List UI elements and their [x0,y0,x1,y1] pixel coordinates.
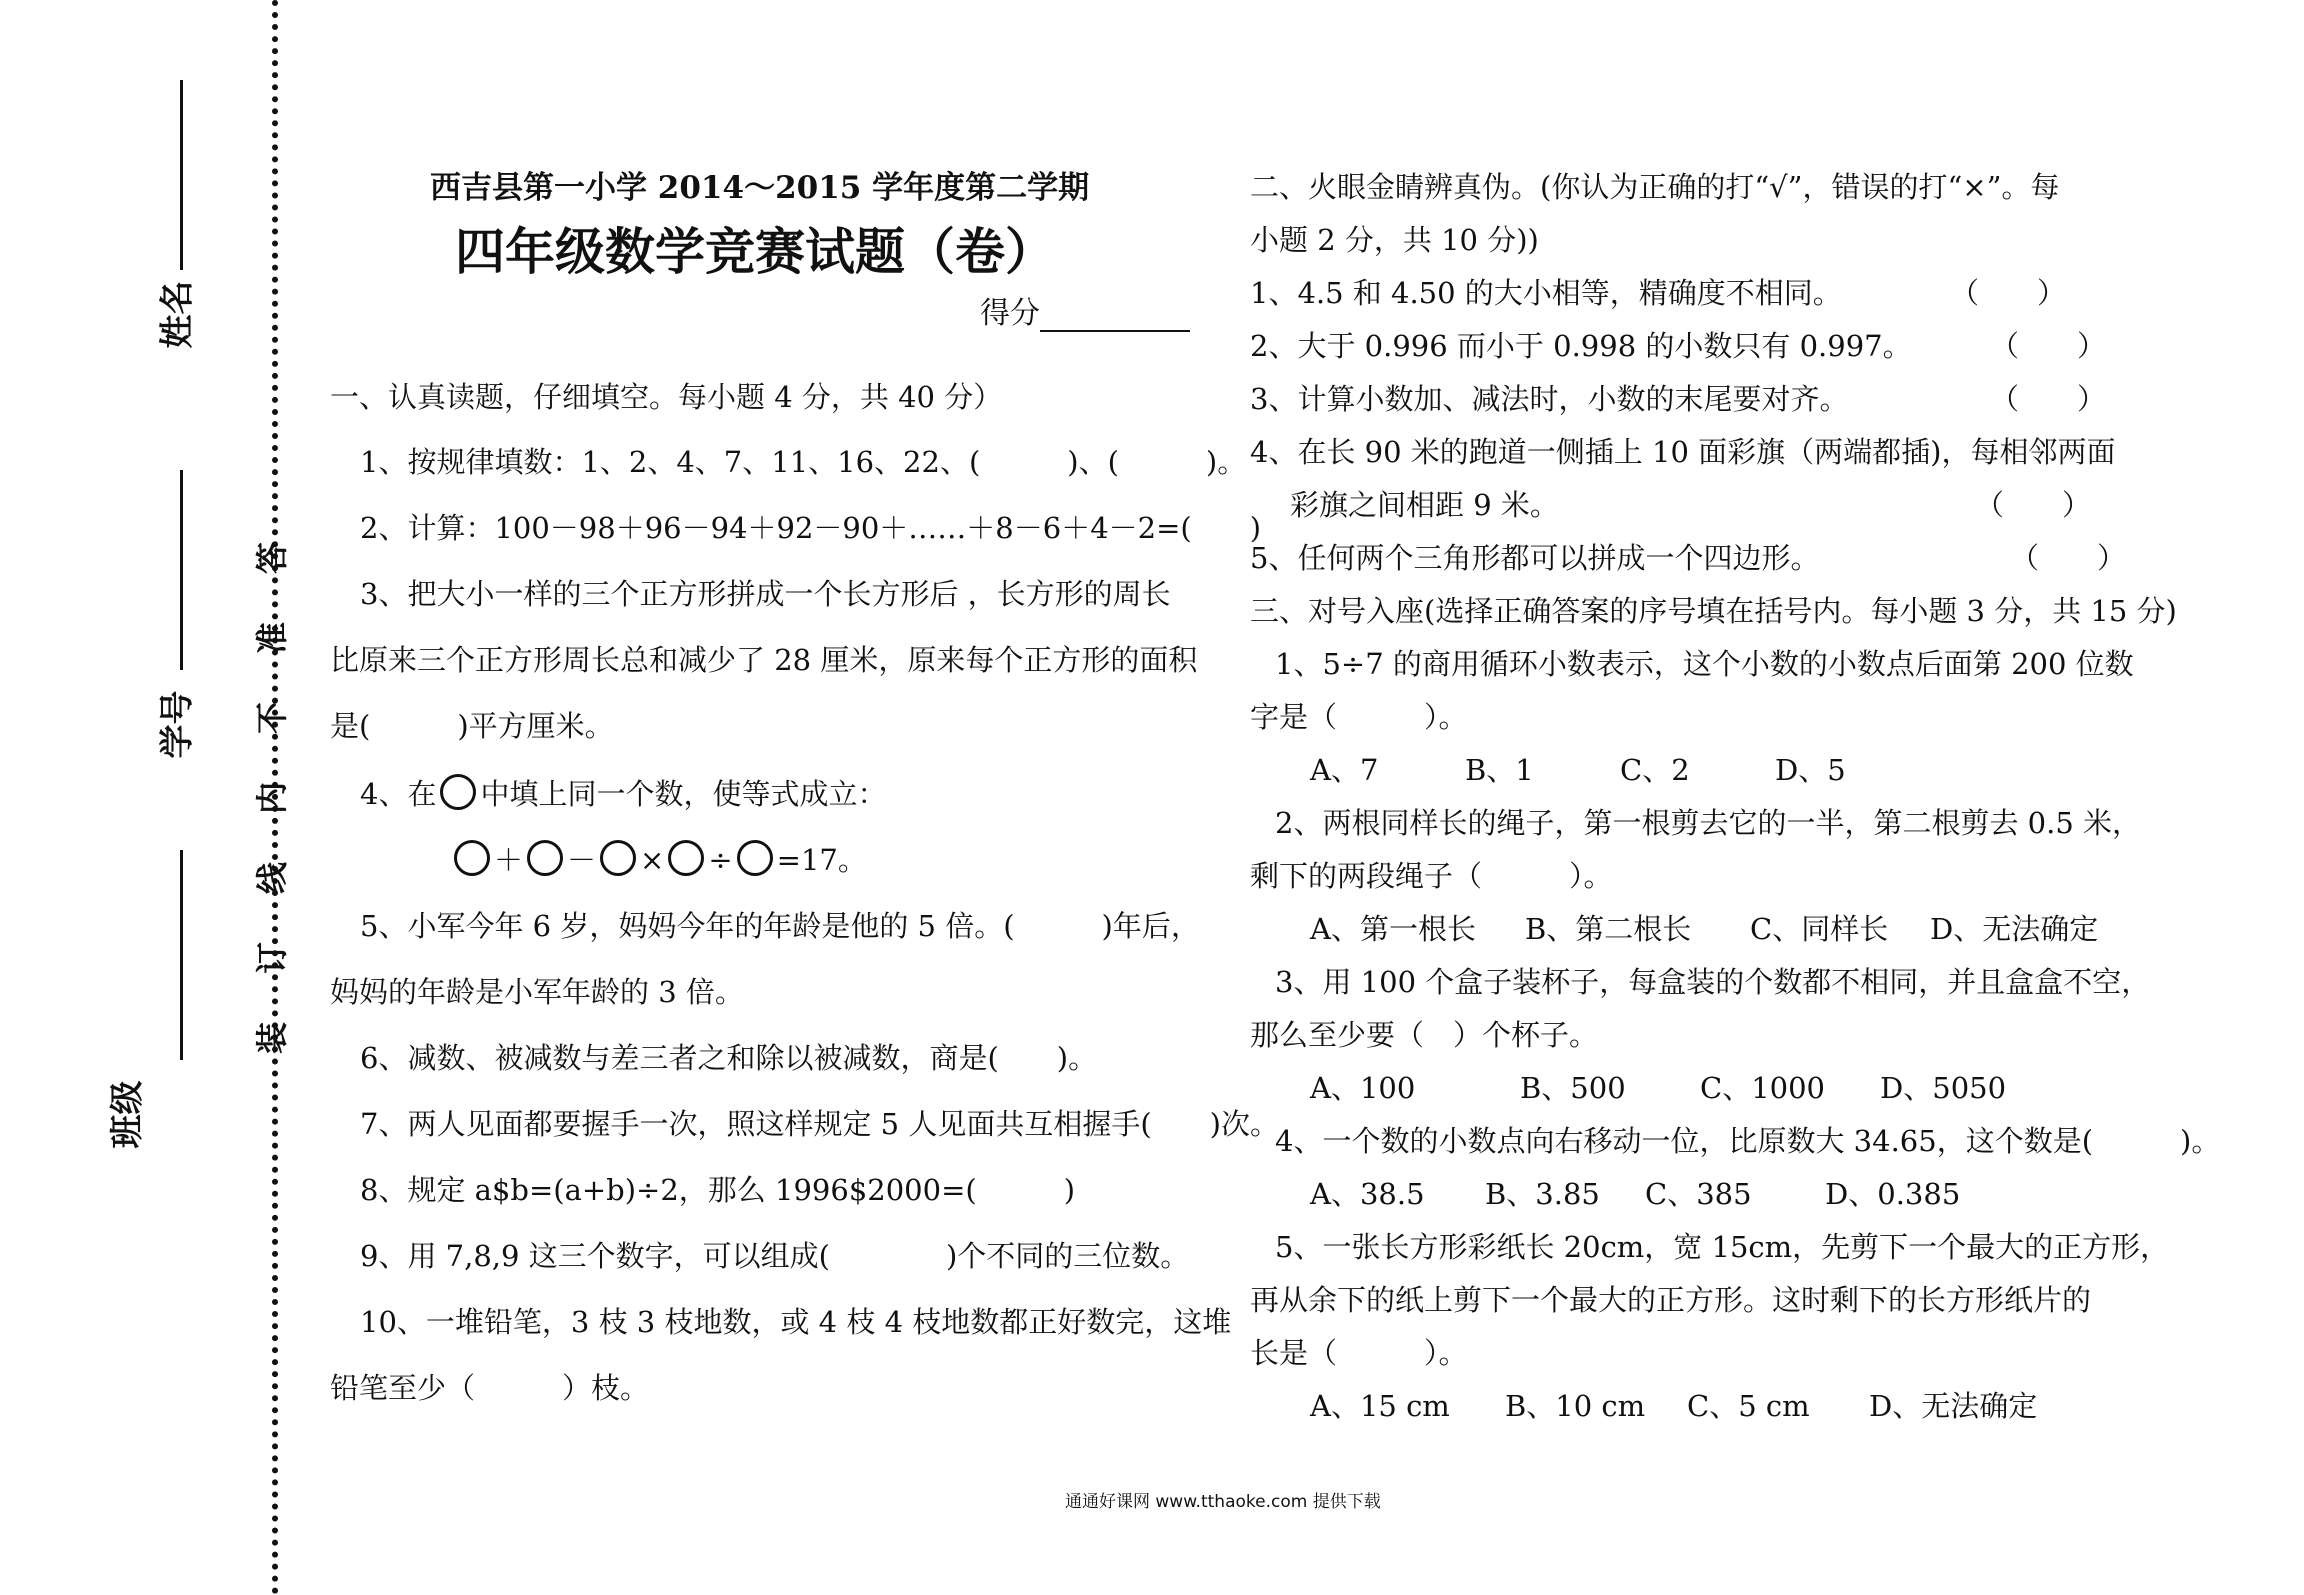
s3-question-5a: 5、一张长方形彩纸长 20cm，宽 15cm，先剪下一个最大的正方形， [1275,1230,2170,1264]
warning-char: 内 [253,782,291,815]
q4-prefix: 4、在 [360,777,437,811]
s3-question-1a: 1、5÷7 的商用循环小数表示，这个小数的小数点后面第 200 位数 [1275,647,2134,681]
s1-question-2: 2、计算：100－98＋96－94＋92－90＋……＋8－6＋4－2=( ) [360,511,1262,545]
name-underline [180,80,183,270]
op-times: × [640,843,665,877]
s3-question-2b: 剩下的两段绳子（ ）。 [1250,859,1613,893]
s3-question-2a: 2、两根同样长的绳子，第一根剪去它的一半，第二根剪去 0.5 米， [1275,806,2142,840]
q4-suffix: 中填上同一个数，使等式成立： [480,777,887,811]
school-term-line: 西吉县第一小学 2014～2015 学年度第二学期 [430,170,1090,206]
score-label: 得分 [980,296,1040,331]
s1-question-4-equation [450,838,867,879]
score-blank[interactable] [1040,300,1190,332]
option-c[interactable]: C、385 [1645,1177,1752,1211]
exam-title: 四年级数学竞赛试题（卷） [455,223,1055,281]
s2-question-3: 3、计算小数加、减法时，小数的末尾要对齐。 [1250,382,1849,416]
s3-options-2 [1310,907,2098,948]
s3-options-4 [1310,1172,1960,1213]
s1-question-3b: 比原来三个正方形周长总和减少了 28 厘米，原来每个正方形的面积 [330,643,1198,677]
option-b[interactable]: B、500 [1520,1071,1626,1105]
option-a[interactable]: A、15 cm [1310,1389,1450,1423]
warning-char: 装 [253,1022,291,1055]
s2-answer-paren-5[interactable]: （ ） [2010,541,2127,575]
warning-char: 订 [253,942,291,975]
s2-answer-paren-2[interactable]: （ ） [1990,329,2107,363]
circle-icon [440,774,476,810]
s3-options-1 [1310,748,1846,789]
option-c[interactable]: C、2 [1620,753,1690,787]
s2-answer-paren-4[interactable]: （ ） [1975,488,2092,522]
circle-icon [668,840,704,876]
option-d[interactable]: D、5 [1775,753,1846,787]
s1-question-8: 8、规定 a$b=(a+b)÷2，那么 1996$2000=( ) [360,1173,1076,1207]
s1-question-1: 1、按规律填数：1、2、4、7、11、16、22、( )、( )。 [360,445,1247,479]
footer-credit: 通通好课网 www.tthaoke.com 提供下载 [1065,1492,1381,1512]
score-field [980,288,1190,332]
s3-question-5b: 再从余下的纸上剪下一个最大的正方形。这时剩下的长方形纸片的 [1250,1283,2092,1317]
option-b[interactable]: B、第二根长 [1525,912,1692,946]
option-b[interactable]: B、3.85 [1485,1177,1600,1211]
class-underline [180,850,183,1060]
option-c[interactable]: C、1000 [1700,1071,1825,1105]
s1-question-5b: 妈妈的年龄是小军年龄的 3 倍。 [330,975,744,1009]
option-d[interactable]: D、0.385 [1825,1177,1961,1211]
s2-question-5: 5、任何两个三角形都可以拼成一个四边形。 [1250,541,1820,575]
option-b[interactable]: B、1 [1465,753,1534,787]
s2-question-4a: 4、在长 90 米的跑道一侧插上 10 面彩旗（两端都插)，每相邻两面 [1250,435,2116,469]
option-b[interactable]: B、10 cm [1505,1389,1646,1423]
s1-question-9: 9、用 7,8,9 这三个数字，可以组成( )个不同的三位数。 [360,1239,1190,1273]
section2-heading-a: 二、火眼金睛辨真伪。(你认为正确的打“√”，错误的打“×”。每 [1250,170,2060,204]
option-a[interactable]: A、第一根长 [1310,912,1476,946]
circle-icon [737,840,773,876]
circle-icon [600,840,636,876]
s2-question-2: 2、大于 0.996 而小于 0.998 的小数只有 0.997。 [1250,329,1912,363]
s3-question-3a: 3、用 100 个盒子装杯子，每盒装的个数都不相同，并且盒盒不空， [1275,965,2151,999]
s3-options-5 [1310,1384,2037,1425]
s3-question-1b: 字是（ ）。 [1250,700,1468,734]
s2-question-4b: 彩旗之间相距 9 米。 [1290,488,1559,522]
equation-result: =17。 [776,843,867,877]
warning-char: 准 [253,622,291,655]
option-c[interactable]: C、同样长 [1750,912,1889,946]
option-a[interactable]: A、7 [1310,753,1379,787]
op-divide: ÷ [708,843,733,877]
option-d[interactable]: D、无法确定 [1869,1389,2038,1423]
s2-answer-paren-3[interactable]: （ ） [1990,382,2107,416]
warning-char: 不 [253,702,291,735]
option-c[interactable]: C、5 cm [1687,1389,1810,1423]
s1-question-10b: 铅笔至少（ ）枝。 [330,1371,650,1405]
s3-question-3b: 那么至少要（ ）个杯子。 [1250,1018,1599,1052]
s3-question-4: 4、一个数的小数点向右移动一位，比原数大 34.65，这个数是( )。 [1275,1124,2221,1158]
binding-gutter [0,0,300,1595]
s2-question-1: 1、4.5 和 4.50 的大小相等，精确度不相同。 [1250,276,1842,310]
op-minus: － [567,843,597,877]
option-a[interactable]: A、38.5 [1310,1177,1425,1211]
id-underline [180,470,183,670]
class-label: 班级 [107,1080,148,1149]
op-plus: ＋ [494,843,524,877]
circle-icon [454,840,490,876]
s3-options-3 [1310,1066,2006,1107]
circle-icon [527,840,563,876]
section2-heading-b: 小题 2 分，共 10 分)) [1250,223,1539,257]
s1-question-3c: 是( )平方厘米。 [330,709,614,743]
s1-question-7: 7、两人见面都要握手一次，照这样规定 5 人见面共互相握手( )次。 [360,1107,1279,1141]
s3-question-5c: 长是（ ）。 [1250,1336,1468,1370]
warning-char: 线 [253,862,291,895]
name-label: 姓名 [157,280,198,349]
s1-question-5a: 5、小军今年 6 岁，妈妈今年的年龄是他的 5 倍。( )年后， [360,909,1200,943]
option-a[interactable]: A、100 [1310,1071,1416,1105]
warning-char: 答 [253,542,291,575]
s1-question-3a: 3、把大小一样的三个正方形拼成一个长方形后 ，长方形的周长 [360,577,1171,611]
id-label: 学号 [157,690,198,759]
s2-answer-paren-1[interactable]: （ ） [1950,276,2067,310]
option-d[interactable]: D、5050 [1880,1071,2007,1105]
section3-heading: 三、对号入座(选择正确答案的序号填在括号内。每小题 3 分，共 15 分) [1250,594,2177,628]
s1-question-10a: 10、一堆铅笔，3 枝 3 枝地数，或 4 枝 4 枝地数都正好数完，这堆 [360,1305,1232,1339]
section1-heading: 一、认真读题，仔细填空。每小题 4 分，共 40 分） [330,380,1003,414]
s1-question-4a [360,772,886,813]
s1-question-6: 6、减数、被减数与差三者之和除以被减数，商是( )。 [360,1041,1098,1075]
option-d[interactable]: D、无法确定 [1930,912,2099,946]
